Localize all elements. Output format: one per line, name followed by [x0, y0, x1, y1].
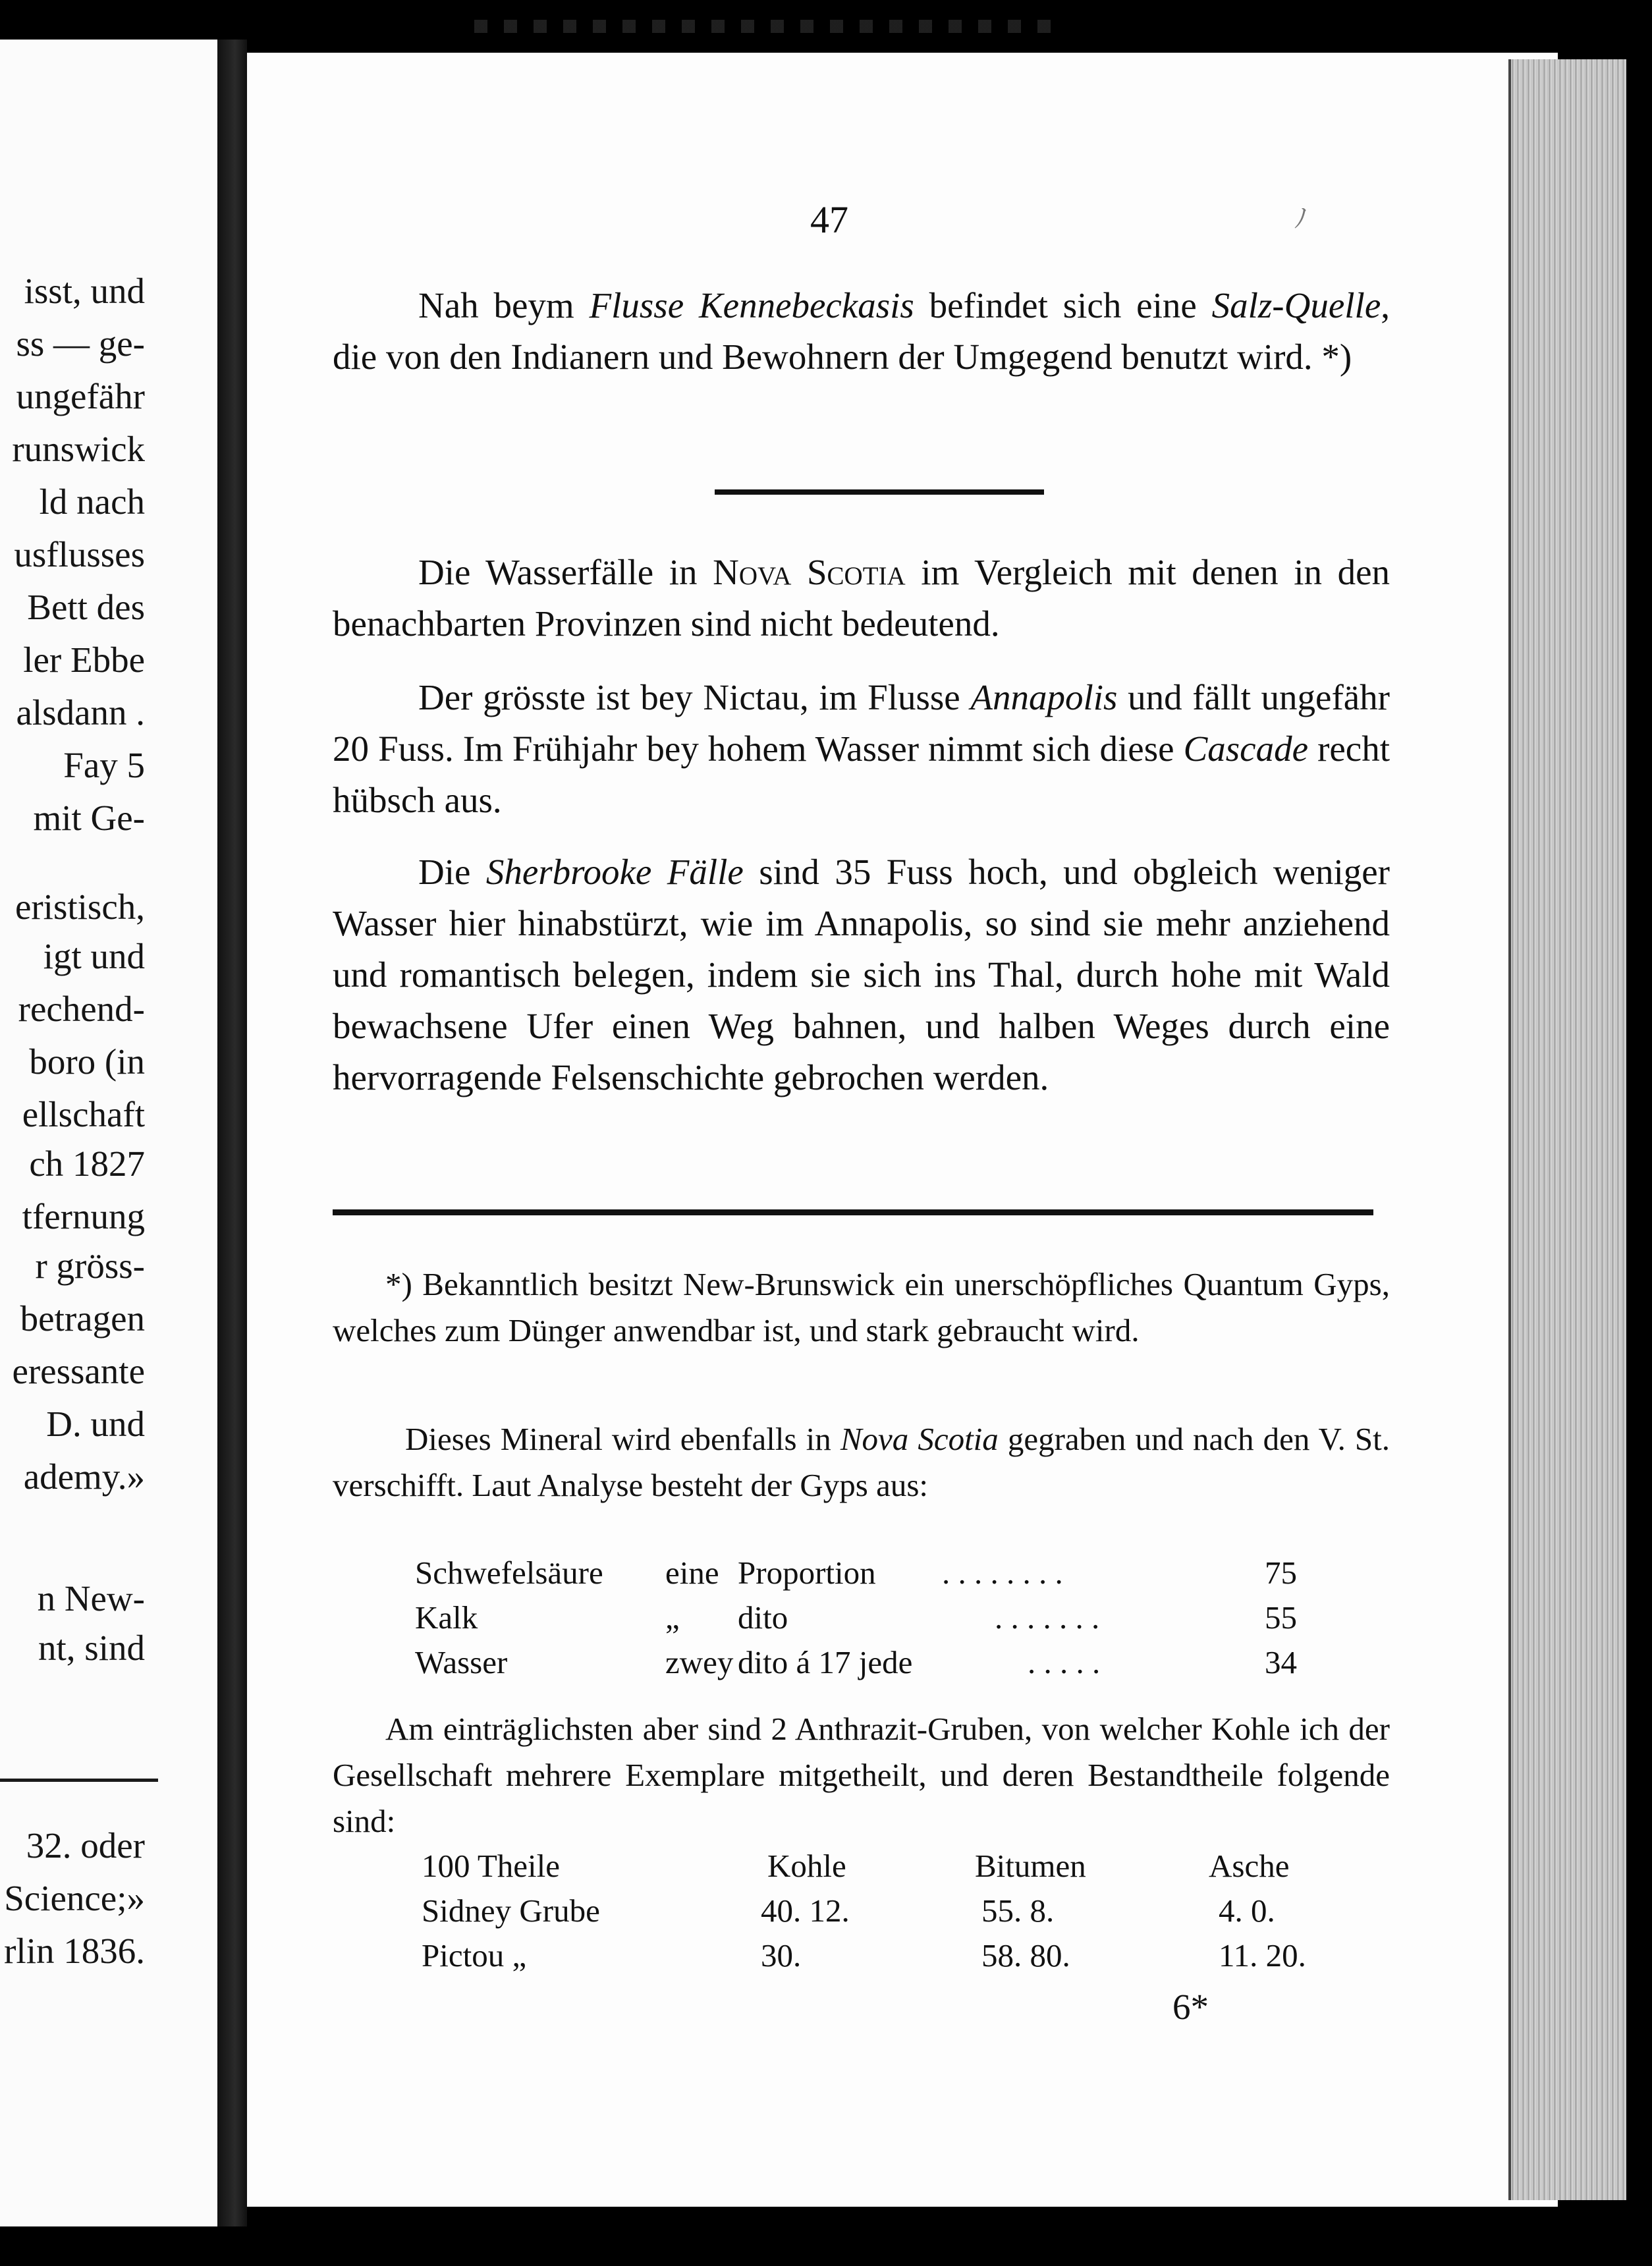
page-number: 47	[810, 198, 848, 241]
left-page-line: ellschaft	[22, 1094, 145, 1134]
left-page-line: tfernung	[22, 1196, 145, 1236]
gyps-cell-dots: . . . . . . .	[995, 1599, 1100, 1636]
footnote-rule	[333, 1209, 1373, 1215]
gyps-cell-amount: „	[665, 1599, 680, 1636]
gyps-cell-value: 34	[1265, 1644, 1297, 1680]
coal-cell: 55. 8.	[981, 1893, 1055, 1929]
footnote-anthrazit: Am einträglichsten aber sind 2 Anthrazit-Gruben, von welcher Kohle ich der Gesellschaft mehrere Exemplare mitgetheilt, und deren Bestandtheile folgende sind:	[333, 1711, 1390, 1839]
coal-header-cell: Kohle	[767, 1848, 846, 1884]
signature-mark: 6*	[1172, 1987, 1209, 2027]
coal-cell: 40. 12.	[761, 1893, 850, 1929]
gyps-cell-unit: Proportion	[738, 1555, 876, 1591]
left-page-line: Fay 5	[63, 745, 145, 785]
gyps-cell-name: Schwefelsäure	[415, 1555, 603, 1591]
left-footnote-rule	[0, 1779, 158, 1782]
left-page-line: ungefähr	[16, 376, 145, 416]
coal-header-cell: 100 Theile	[422, 1848, 561, 1884]
left-page-line: runswick	[12, 429, 145, 469]
gyps-cell-unit: dito	[738, 1599, 788, 1636]
section-divider	[715, 489, 1044, 495]
left-page-line: ss — ge-	[16, 323, 145, 364]
page-edges	[1508, 59, 1626, 2200]
gyps-cell-value: 75	[1265, 1555, 1297, 1591]
coal-cell: 4. 0.	[1219, 1893, 1275, 1929]
coal-cell: 30.	[761, 1937, 802, 1974]
gyps-cell-dots: . . . . .	[1028, 1644, 1101, 1680]
left-page-line: 32. oder	[26, 1825, 145, 1865]
left-page-line: igt und	[43, 936, 145, 976]
gyps-cell-amount: zwey	[665, 1644, 734, 1680]
coal-cell: 58. 80.	[981, 1937, 1070, 1974]
coal-cell: Pictou „	[422, 1937, 527, 1974]
left-page-line: eressante	[12, 1351, 145, 1391]
left-page-line: Science;»	[4, 1878, 145, 1918]
gyps-cell-value: 55	[1265, 1599, 1297, 1636]
footnote-gyps: *) Bekanntlich besitzt New-Brunswick ein unerschöpfliches Quantum Gyps, welches zum Dünger anwendbar ist, und stark gebraucht wird.	[333, 1266, 1390, 1348]
left-page-line: nt, sind	[38, 1628, 145, 1668]
left-page-line: ld nach	[39, 482, 145, 522]
coal-header-cell: Bitumen	[975, 1848, 1086, 1884]
left-page-line: D. und	[46, 1404, 145, 1444]
left-page-line: ch 1827	[29, 1144, 145, 1184]
left-page-line: mit Ge-	[33, 798, 145, 838]
book-gutter	[217, 40, 247, 2226]
gyps-cell-unit: dito á 17 jede	[738, 1644, 913, 1680]
left-page-line: eristisch,	[14, 887, 145, 927]
gyps-cell-name: Wasser	[415, 1644, 508, 1680]
left-page-line: rechend-	[18, 989, 145, 1029]
left-page-line: usflusses	[14, 534, 145, 574]
paragraph-sherbrooke: Die Sherbrooke Fälle sind 35 Fuss hoch, und obgleich weniger Wasser hier hinabstürzt, wie im Annapolis, so sind sie mehr anziehend und romantisch belegen, indem sie sich ins Thal, durch hohe mit Wald bewachsene Ufer einen Weg bahnen, und halben Weges durch eine hervorragende Felsenschichte gebrochen werden.	[333, 852, 1390, 1097]
left-page-line: alsdann .	[16, 692, 145, 732]
gyps-cell-name: Kalk	[415, 1599, 478, 1636]
footnote-nova-scotia: Dieses Mineral wird ebenfalls in Nova Scotia gegraben und nach den V. St. verschifft. Laut Analyse besteht der Gyps aus:	[333, 1421, 1390, 1503]
left-page-line: rlin 1836.	[4, 1931, 145, 1971]
left-page-line: ler Ebbe	[23, 640, 145, 680]
left-page-line: betragen	[20, 1298, 145, 1339]
left-page-line: Bett des	[27, 587, 145, 627]
left-page-line: r gröss-	[35, 1246, 145, 1286]
gyps-cell-dots: . . . . . . . .	[942, 1555, 1063, 1591]
coal-cell: 11. 20.	[1219, 1937, 1306, 1974]
left-page-line: n New-	[37, 1578, 145, 1618]
paragraph-salz-quelle: Nah beym Flusse Kennebeckasis befindet sich eine Salz-Quelle, die von den Indianern und Bewohnern der Umgegend benutzt wird. *)	[333, 285, 1390, 377]
left-page-line: isst, und	[24, 271, 145, 311]
left-page-line: boro (in	[29, 1041, 145, 1082]
paragraph-wasserfaelle: Die Wasserfälle in Nova Scotia im Vergleich mit denen in den benachbarten Provinzen sind nicht bedeutend.	[333, 552, 1390, 644]
scan-smudge	[474, 20, 1067, 33]
paragraph-nictau: Der grösste ist bey Nictau, im Flusse Annapolis und fällt ungefähr 20 Fuss. Im Frühjahr bey hohem Wasser nimmt sich diese Cascade recht hübsch aus.	[333, 677, 1390, 820]
pencil-mark: ﾉ	[1294, 204, 1308, 234]
gyps-cell-amount: eine	[665, 1555, 719, 1591]
left-page-line: ademy.»	[23, 1456, 145, 1497]
coal-cell: Sidney Grube	[422, 1893, 600, 1929]
left-page-fragment	[0, 40, 217, 2226]
coal-header-cell: Asche	[1209, 1848, 1290, 1884]
